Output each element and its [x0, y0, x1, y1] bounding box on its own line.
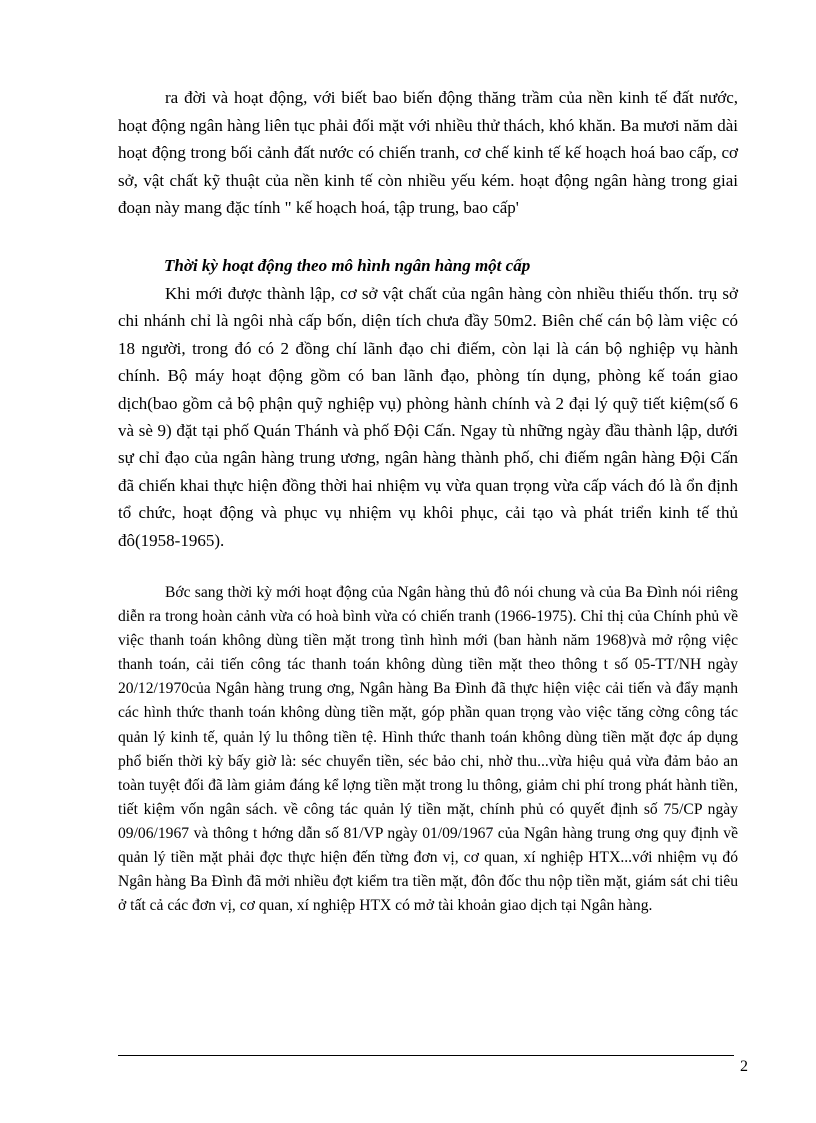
paragraph-new-period: Bớc sang thời kỳ mới hoạt động của Ngân hàng thủ đô nói chung và của Ba Đình nói riêng diễn ra trong hoàn cảnh vừa có hoà bình vừa có chiến tranh (1966-1975). Chỉ thị của Chính phủ về việc thanh toán không dùng tiền mặt trong tình hình mới (ban hành năm 1968)và mở rộng việc thanh toán, cải tiến công tác thanh toán không dùng tiền mặt theo thông t số 05-TT/NH ngày 20/12/1970của Ngân hàng trung ơng, Ngân hàng Ba Đình đã thực hiện việc cải tiến và đẩy mạnh các hình thức thanh toán không dùng tiền mặt, góp phần quan trọng vào việc tăng cờng công tác quản lý kinh tế, quản lý lu thông tiền tệ. Hình thức thanh toán không dùng tiền mặt đợc áp dụng phổ biến thời kỳ bấy giờ là: séc chuyển tiền, séc bảo chi, nhờ thu...vừa hiệu quả vừa đảm bảo an toàn tuyệt đối đã làm giảm đáng kể lợng tiền mặt trong lu thông, giảm chi phí trong phát hành tiền, tiết kiệm vốn ngân sách. về công tác quản lý tiền mặt, chính phủ có quyết định số 75/CP ngày 09/06/1967 và thông t hớng dẫn số 81/VP ngày 01/09/1967 của Ngân hàng trung ơng quy định về quản lý tiền mặt phải đợc thực hiện đến từng đơn vị, cơ quan, xí nghiệp HTX...với nhiệm vụ đó Ngân hàng Ba Đình đã mởi nhiều đợt kiểm tra tiền mặt, đôn đốc thu nộp tiền mặt, giám sát chi tiêu ở tất cả các đơn vị, cơ quan, xí nghiệp HTX có mở tài khoản giao dịch tại Ngân hàng. — [118, 584, 738, 915]
footer-rule — [118, 1055, 734, 1056]
section-heading: Thời kỳ hoạt động theo mô hình ngân hàng một cấp — [164, 256, 531, 275]
paragraph-founding: Khi mới được thành lập, cơ sở vật chất của ngân hàng còn nhiều thiếu thốn. trụ sở chi nhánh chỉ là ngôi nhà cấp bốn, diện tích chưa đầy 50m2. Biên chế cán bộ làm việc có 18 người, trong đó có 2 đồng chí lãnh đạo chi điếm, còn lại là cán bộ nghiệp vụ hành chính. Bộ máy hoạt động gồm có ban lãnh đạo, phòng tín dụng, phòng kế toán giao dịch(bao gồm cả bộ phận quỹ nghiệp vụ) phòng hành chính và 2 đại lý quỹ tiết kiệm(số 6 và sè 9) đặt tại phố Quán Thánh và phố Đội Cấn. Ngay tù những ngày đầu thành lập, dưới sự chỉ đạo của ngân hàng trung ương, ngân hàng thành phố, chi điếm ngân hàng Đội Cấn đã chiến khai thực hiện đồng thời hai nhiệm vụ vừa quan trọng vừa cấp vách đó là ổn định tổ chức, hoạt động và phục vụ nhiệm vụ khôi phục, cải tạo và phát triển kinh tế thủ đô(1958-1965). — [118, 284, 738, 550]
page-number: 2 — [740, 1058, 748, 1075]
paragraph-intro: ra đời và hoạt động, với biết bao biến động thăng trầm của nền kinh tế đất nước, hoạt động ngân hàng liên tục phải đối mặt với nhiều thử thách, khó khăn. Ba mươi năm dài hoạt động trong bối cảnh đất nước có chiến tranh, cơ chế kinh tế kế hoạch hoá bao cấp, cơ sở, vật chất kỹ thuật của nền kinh tế còn nhiều yếu kém. hoạt động ngân hàng trong giai đoạn này mang đặc tính " kế hoạch hoá, tập trung, bao cấp' — [118, 88, 738, 218]
